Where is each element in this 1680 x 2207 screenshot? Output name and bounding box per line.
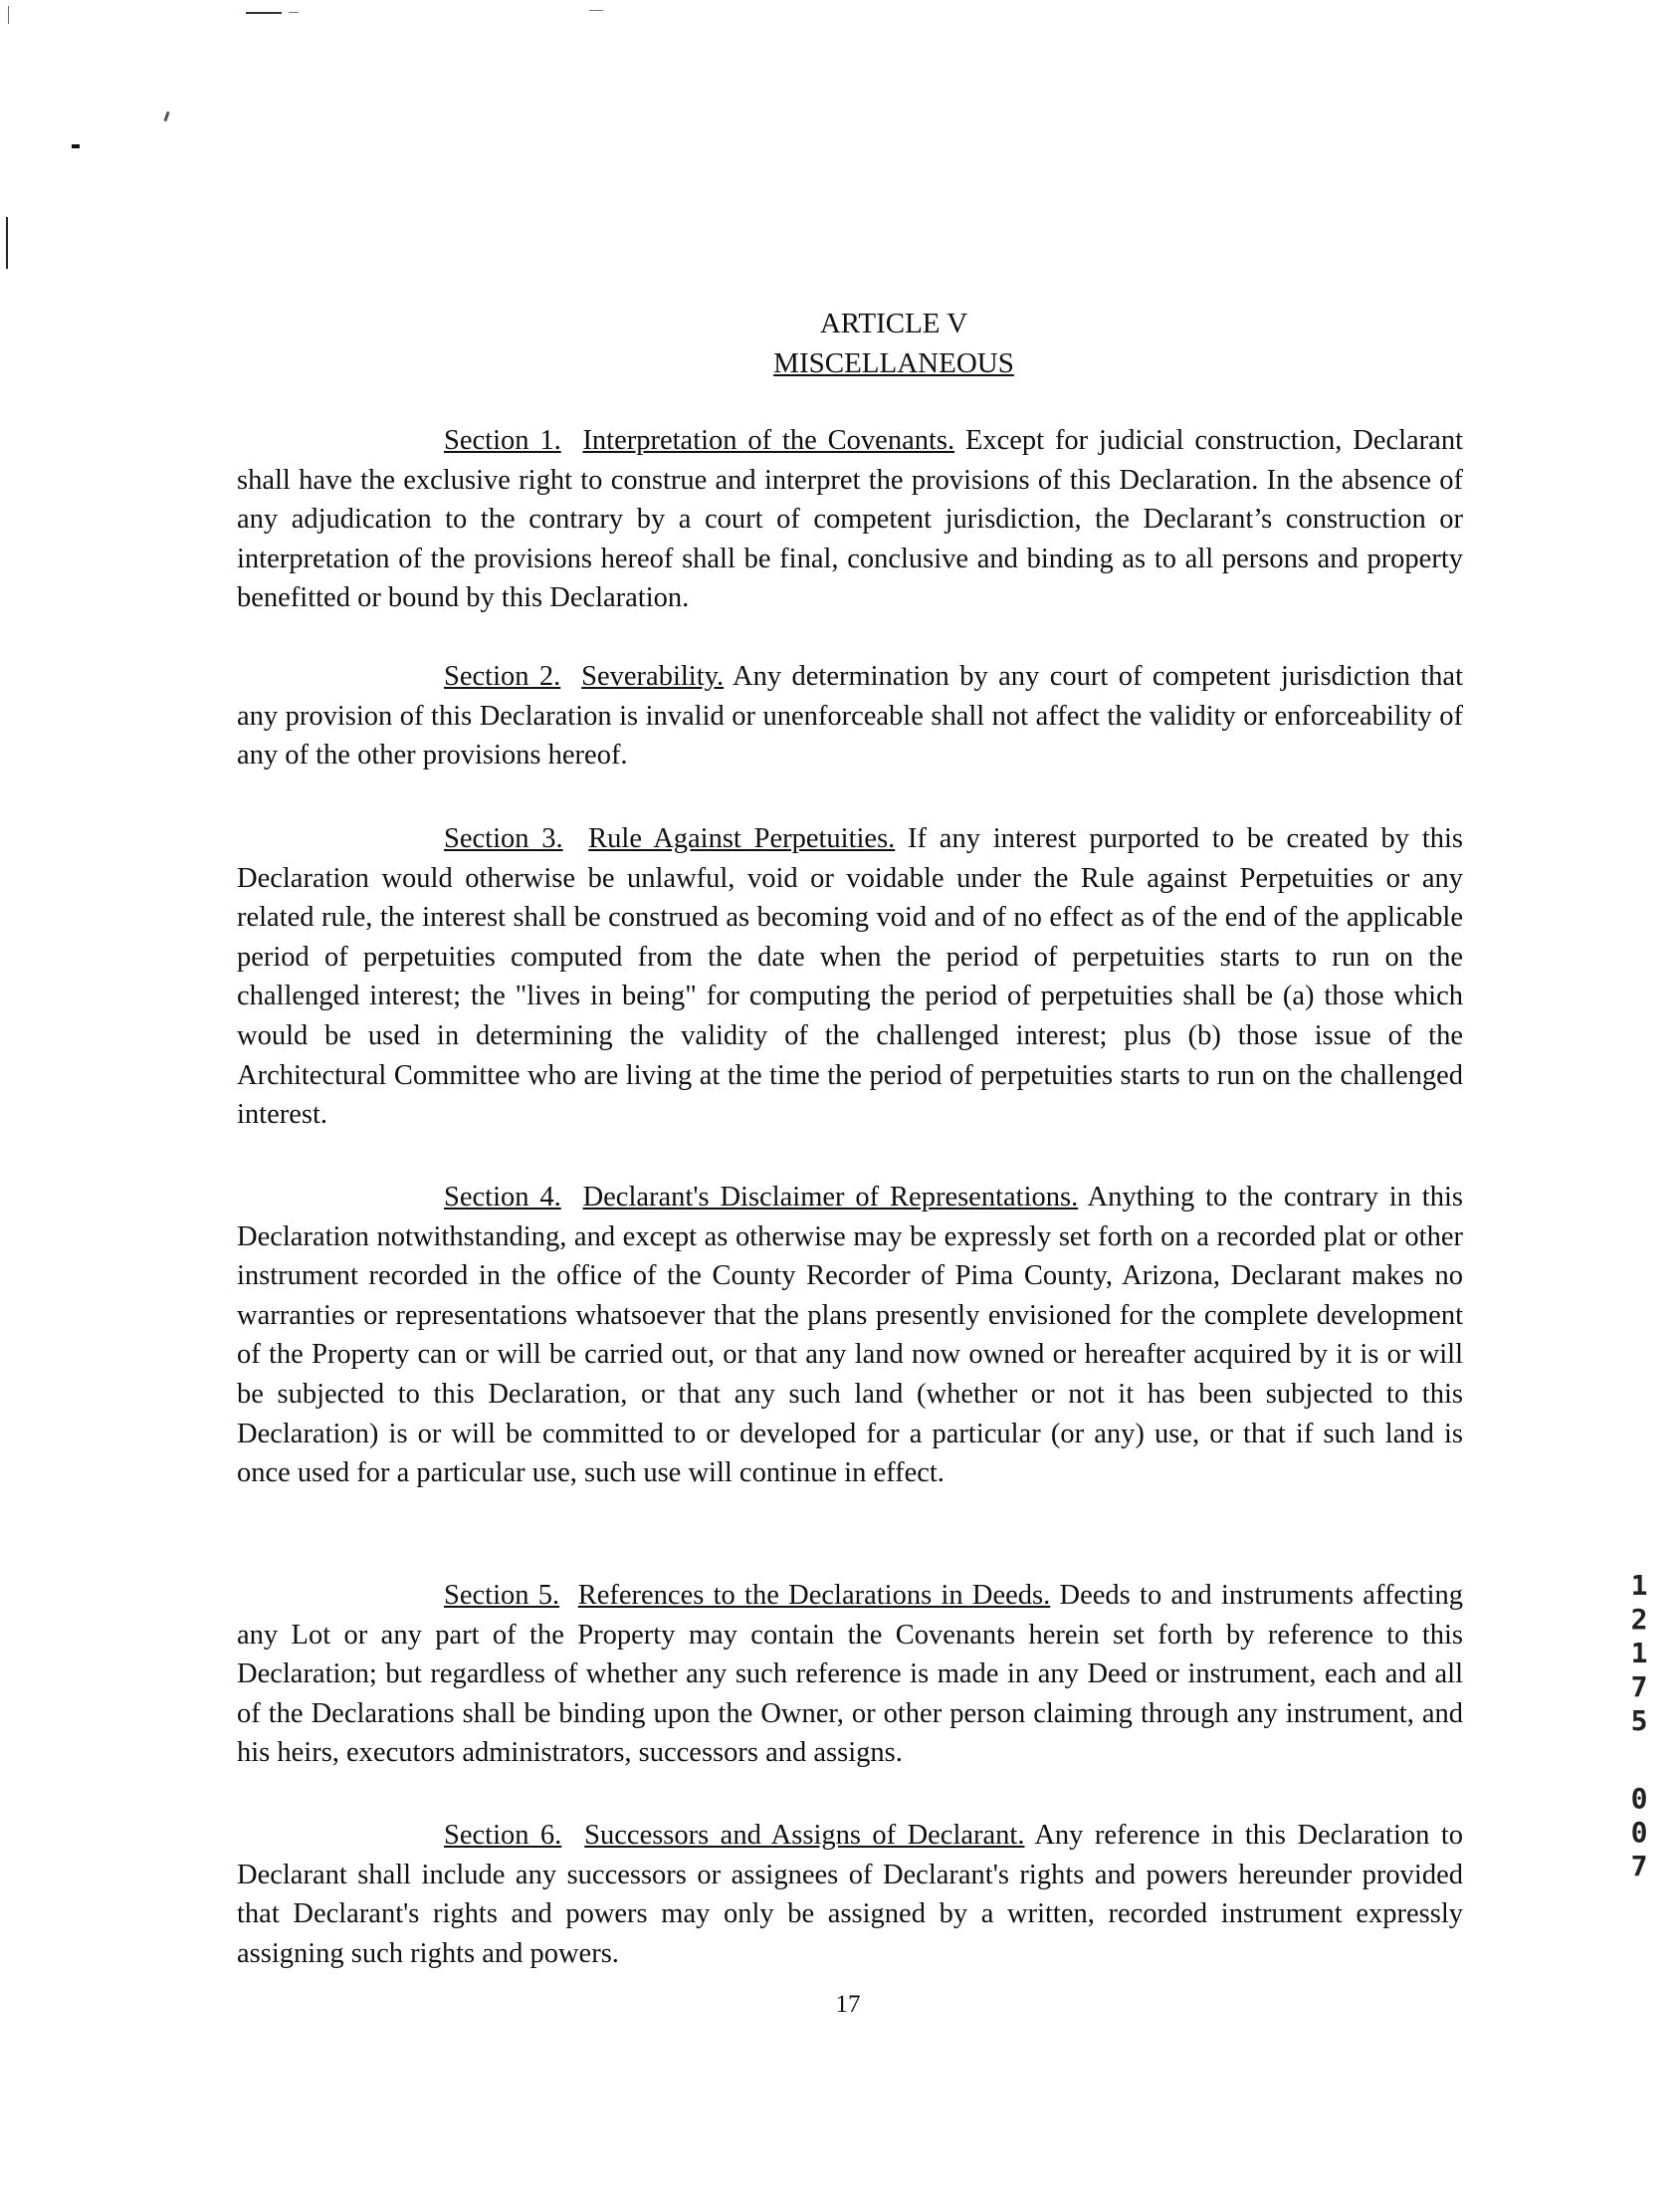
- section-text: Except for judicial construction, Declarant shall have the exclusive right to construe and interpret the provisions of this Declaration. In the absence of any adjudication to the contrary by a court of competent jurisdiction, the Declarant’s construction or interpretation of the provisions hereof shall be final, conclusive and binding as to all persons and property benefitted or bound by this Declaration.: [237, 425, 1463, 614]
- stamp-digit: 5: [1630, 1704, 1648, 1737]
- section-5: [237, 1576, 1463, 1773]
- article-heading: [0, 304, 1680, 383]
- scan-artifact: [289, 12, 299, 13]
- page-number: 17: [835, 1991, 861, 2018]
- section-title: Severability.: [581, 661, 725, 692]
- scan-artifact: [246, 12, 282, 14]
- section-title: Interpretation of the Covenants.: [582, 425, 955, 456]
- section-number: Section 3.: [444, 823, 563, 854]
- scan-artifact: [589, 10, 603, 11]
- stamp-digit: 1: [1630, 1569, 1648, 1602]
- section-title: Successors and Assigns of Declarant.: [584, 1820, 1025, 1851]
- scan-artifact: [72, 144, 80, 148]
- section-text: Deeds to and instruments affecting any Lot or any part of the Property may contain the Covenants herein set forth by reference to this Declaration; but regardless of whether any such reference is made in any Deed or instrument, each and all of the Declarations shall be binding upon the Owner, or other person claiming through any instrument, and his heirs, executors administrators, successors and assigns.: [237, 1580, 1463, 1769]
- stamp-digit: 7: [1630, 1850, 1648, 1882]
- section-number: Section 2.: [444, 661, 561, 692]
- section-number: Section 4.: [444, 1182, 561, 1213]
- section-2: [237, 657, 1463, 775]
- stamp-digit: 7: [1630, 1670, 1648, 1703]
- stamp-digit: 1: [1630, 1637, 1648, 1669]
- stamp-digit: 2: [1630, 1603, 1648, 1636]
- section-title: Declarant's Disclaimer of Representations.: [582, 1182, 1079, 1213]
- scan-artifact: [6, 217, 8, 269]
- scan-artifact: [8, 6, 9, 24]
- section-text: Any reference in this Declaration to Declarant shall include any successors or assignees of Declarant's rights and powers hereunder provided that Declarant's rights and powers may only be assigned by a written, recorded instrument expressly assigning such rights and powers.: [237, 1820, 1463, 1969]
- section-3: [237, 819, 1463, 1135]
- recording-stamp: [1624, 1569, 1654, 1883]
- section-title: References to the Declarations in Deeds.: [577, 1580, 1051, 1611]
- stamp-digit: 0: [1630, 1816, 1648, 1849]
- section-1: [237, 421, 1463, 618]
- section-number: Section 1.: [444, 425, 561, 456]
- section-title: Rule Against Perpetuities.: [588, 823, 896, 854]
- section-text: Anything to the contrary in this Declaration notwithstanding, and except as otherwise may be expressly set forth on a recorded plat or other instrument recorded in the office of the County Recorder of Pima County, Arizona, Declarant makes no warranties or representations whatsoever that the plans presently envisioned for the complete development of the Property can or will be carried out, or that any land now owned or hereafter acquired by it is or will be subjected to this Declaration, or that any such land (whether or not it has been subjected to this Declaration) is or will be committed to or developed for a particular (or any) use, or that if such land is once used for a particular use, such use will continue in effect.: [237, 1182, 1463, 1489]
- section-number: Section 6.: [444, 1820, 562, 1851]
- scan-artifact: [163, 111, 169, 121]
- section-4: [237, 1178, 1463, 1493]
- section-number: Section 5.: [444, 1580, 560, 1611]
- article-title: ARTICLE V: [819, 308, 968, 339]
- section-text: Any determination by any court of competent jurisdiction that any provision of this Declaration is invalid or unenforceable shall not affect the validity or enforceability of any of the other provisions hereof.: [237, 661, 1463, 772]
- stamp-digit: 0: [1630, 1782, 1648, 1815]
- section-text: If any interest purported to be created by this Declaration would otherwise be unlawful, void or voidable under the Rule against Perpetuities or any related rule, the interest shall be construed as becoming void and of no effect as of the end of the applicable period of perpetuities computed from the date when the period of perpetuities starts to run on the challenged interest; the "lives in being" for computing the period of perpetuities shall be (a) those which would be used in determining the validity of the challenged interest; plus (b) those issue of the Architectural Committee who are living at the time the period of perpetuities starts to run on the challenged interest.: [237, 823, 1463, 1131]
- article-subtitle: MISCELLANEOUS: [773, 347, 1014, 379]
- section-6: [237, 1816, 1463, 1973]
